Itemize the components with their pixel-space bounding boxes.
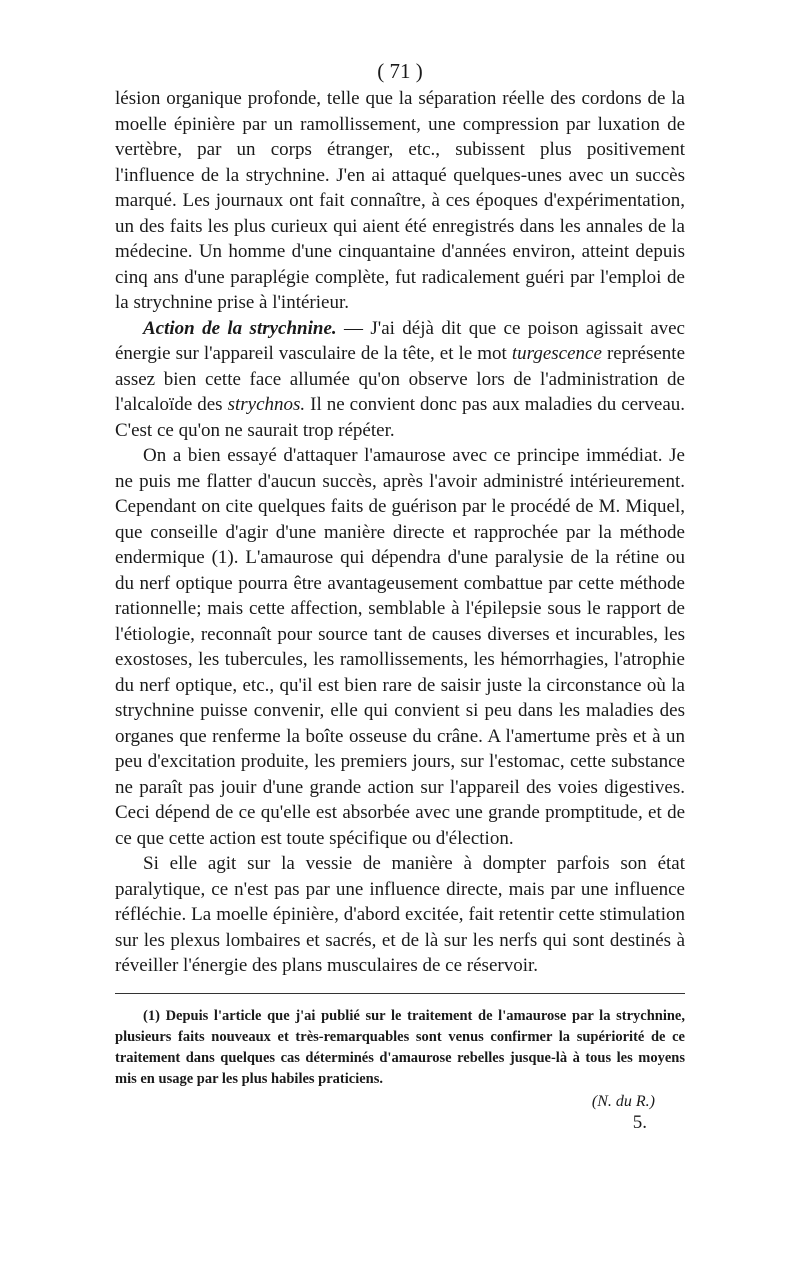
paragraph-2-text-b: représente assez bien cette face allumée qu'on observe lors de l'administration de l'alcaloïde des: [115, 343, 686, 415]
paragraph-2-text-a: — J'ai déjà dit que ce poison agissait avec énergie sur l'appareil vasculaire de la tête, et le mot: [115, 317, 685, 364]
page-number: ( 71 ): [377, 59, 423, 83]
paragraph-2-text-c: Il ne convient donc pas aux maladies du cerveau. C'est ce qu'on ne saurait trop répéter.: [115, 394, 685, 441]
paragraph-3: On a bien essayé d'attaquer l'amaurose avec ce principe immédiat. Je ne puis me flatter d'aucun succès, après l'avoir administré intérieurement. Cependant on cite quelques faits de guérison par le procédé de M. Miquel, que conseille d'agir d'une manière directe et rapprochée par la méthode endermique (1). L'amaurose qui dépendra d'une paralysie de la rétine ou du nerf optique pourra être avantageusement combattue par cette méthode rationnelle; mais cette affection, semblable à l'épilepsie sous le rapport de l'étiologie, reconnaît pour source tant de causes diverses et incurables, les exostoses, les tubercules, les ramollissements, les hémorrhagies, l'atrophie du nerf optique, etc., qu'il est bien rare de saisir juste la circonstance où la strychnine puisse convenir, elle qui convient si peu dans les maladies des organes que renferme la boîte osseuse du crâne. A l'amertume près et à un peu d'excitation produite, les premiers jours, sur l'estomac, cette substance ne paraît pas jouir d'une grande action sur l'appareil des voies digestives. Ceci dépend de ce qu'elle est absorbée avec une grande promptitude, et de ce que cette action est toute spécifique ou d'élection.: [115, 445, 685, 849]
term-turgescence: turgescence: [511, 343, 602, 364]
footnote-divider: [115, 993, 685, 994]
footnote-credit: (N. du R.): [591, 1092, 655, 1110]
paragraph-4: Si elle agit sur la vessie de manière à dompter parfois son état paralytique, ce n'est pas par une influence directe, mais par une influence réfléchie. La moelle épinière, d'abord excitée, fait retentir cette stimulation sur les plexus lombaires et sacrés, et de là sur les nerfs qui sont destinés à réveiller l'énergie des plans musculaires de ce réservoir.: [115, 853, 685, 976]
footnote: (1) Depuis l'article que j'ai publié sur le traitement de l'amaurose par la strychnine, plusieurs faits nouveaux et très-remarquables sont venus confirmer la supériorité de ce traitement dans quelques cas déterminés d'amaurose rebelles jusque-là à tous les moyens mis en usage par les plus habiles praticiens.: [115, 1007, 685, 1087]
section-heading-action-strychnine: Action de la strychnine.: [143, 317, 337, 339]
term-strychnos: strychnos.: [227, 394, 306, 415]
paragraph-1: lésion organique profonde, telle que la séparation réelle des cordons de la moelle épinière par un ramollissement, une compression par luxation de vertèbre, par un corps étranger, etc., subissent plus positivement l'influence de la strychnine. J'en ai attaqué quelques-unes avec un succès marqué. Les journaux ont fait connaître, à ces époques d'expérimentation, un des faits les plus curieux qui aient été enregistrés dans les annales de la médecine. Un homme d'une cinquantaine d'années environ, atteint depuis cinq ans d'une paraplégie complète, fut radicalement guéri par l'emploi de la strychnine prise à l'intérieur.: [115, 88, 685, 313]
document-page: [115, 58, 685, 1134]
signature-mark: 5.: [632, 1111, 647, 1133]
paragraph-2: [115, 316, 685, 444]
